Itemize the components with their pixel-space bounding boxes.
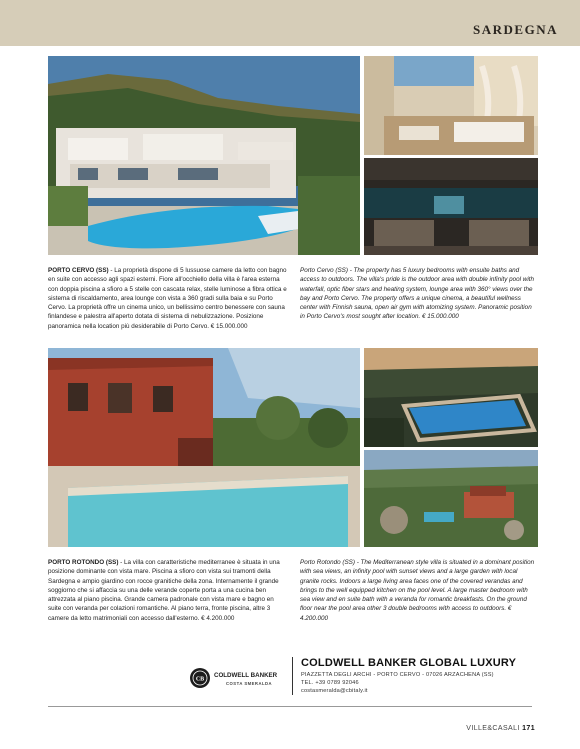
agency-email[interactable]: costasmeralda@cbitaly.it	[301, 688, 368, 694]
magazine-name: VILLE&CASALI	[466, 725, 520, 732]
listing1-body: - La proprietà dispone di 5 lussuose camere da letto con bagno en suite con accesso agli spazi esterni. Fiore all'occhiello della villa è l'area esterna con doppia piscina a sfioro a 5 stelle con cascata relax, stelle luminose a fibra ottica e sistema di riscaldamento, area lounge con vista a 360 gradi sulla baia e su Porto Cervo. La proprietà offre un cinema unico, un bellissimo centro benessere con sauna finlandese e palestra all'aperto dotata di sistema di nebulizzazione. Posizione panoramica nella location più desiderabile di Porto Cervo. € 15.000.000	[48, 267, 287, 330]
photo-villa-porto-cervo	[48, 56, 360, 255]
listing2-text-it	[48, 558, 288, 623]
page-number: 171	[522, 725, 535, 732]
agency-logo	[190, 664, 298, 692]
photo-villa-porto-rotondo	[48, 348, 360, 547]
region-title: SARDEGNA	[473, 22, 558, 37]
listing1-text-en: Porto Cervo (SS) - The property has 5 luxury bedrooms with ensuite baths and access to outdoors. The villa's pride is the outdoor area with double infinity pool with waterfall, optic fiber stars and heating system, lounge area with 360° views over the bay and Porto Cervo. The property offers a unique cinema, a beautiful wellness center with Finnish sauna, open air gym with atomizing system. Panoramic position in Porto Cervo's most sought after location. € 15.000.000	[300, 267, 534, 321]
agency-address: PIAZZETTA DEGLI ARCHI - PORTO CERVO - 07026 ARZACHENA (SS)	[301, 672, 494, 678]
photo-pool-aerial-night	[364, 348, 538, 447]
photo-pool-lounge	[364, 56, 538, 155]
listing1-title: PORTO CERVO (SS)	[48, 267, 109, 274]
logo-brand: COLDWELL BANKER	[214, 672, 278, 679]
page-footer	[466, 725, 535, 732]
photo-villa-aerial	[364, 450, 538, 547]
agency-name: COLDWELL BANKER GLOBAL LUXURY	[301, 657, 517, 669]
listing2-title: PORTO ROTONDO (SS)	[48, 559, 119, 566]
photo-cinema-room	[364, 158, 538, 255]
footer-rule	[48, 706, 532, 707]
listing2-text-en: Porto Rotondo (SS) - The Mediterranean style villa is situated in a dominant position with sea views, an infinity pool with sunset views and a large garden with local granite rocks. Indoors a large living area faces one of the covered verandas and brings to the well equipped kitchen on the pool level. A large master bedroom with sea view and en suite bath with a veranda for romantic breakfasts. On the ground floor near the pool area other 3 double bedrooms with access to outdoors. € 4.200.000	[300, 559, 535, 622]
agency-divider	[292, 657, 293, 695]
svg-text:CB: CB	[195, 676, 205, 683]
agency-tel: TEL. +39 0789 92046	[301, 680, 359, 686]
listing2-body: - La villa con caratteristiche mediterranee è situata in una posizione dominante con vista mare. Piscina a sfioro con vista sui tramonti della Sardegna e ampio giardino con rocce granitiche della zona. Internamente il grande soggiorno che si affaccia su una delle verande coperte porta a una cucina ben attrezzata al piano piscina. Grande camera padronale con vista mare e bagno en suite con veranda per colazioni romantiche. Al piano terra, fronte piscina, altre 3 camere da letto matrimoniali con accesso dall'esterno. € 4.200.000	[48, 559, 280, 622]
listing1-text-it	[48, 266, 288, 331]
logo-sub: COSTA SMERALDA	[226, 681, 273, 686]
